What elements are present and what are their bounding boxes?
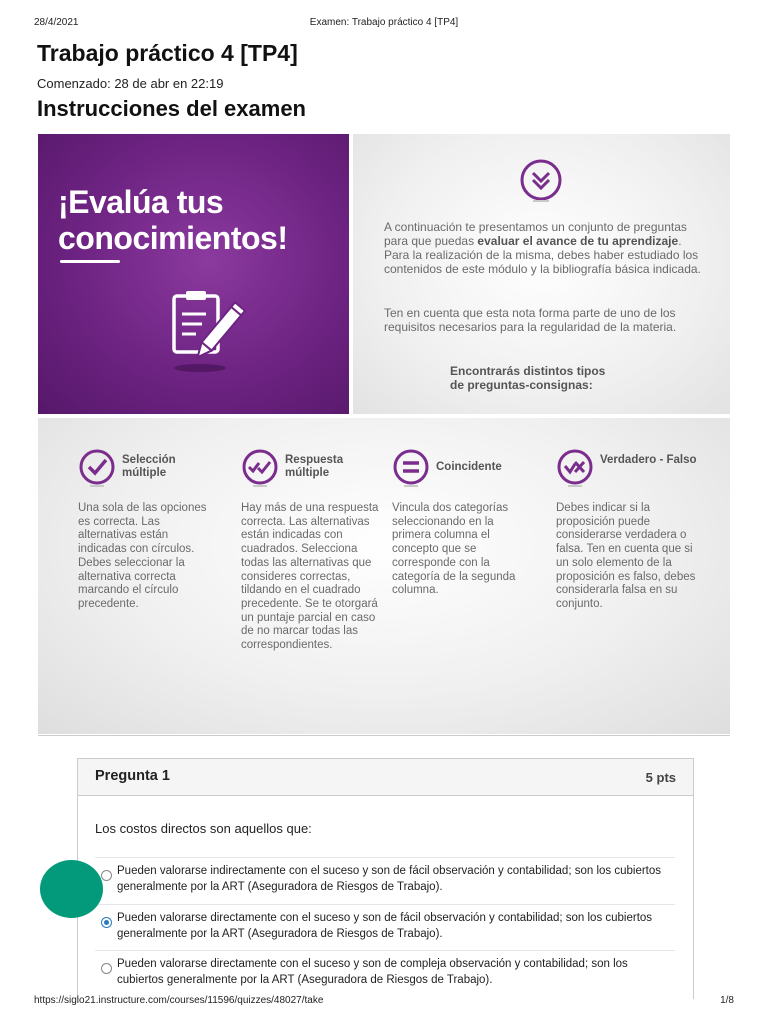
intro-paragraph-1 — [384, 220, 704, 276]
question-types-panel — [38, 418, 730, 734]
check-cross-circle-icon — [556, 448, 594, 488]
question-type-desc: Hay más de una respuesta correcta. Las alternativas están indicadas con cuadrados. Selecciona todas las alternativas que consideres correctas, tildando en el cuadrado precedente. Se te otorgará un puntaje parcial en caso de no marcar todas las correspondientes. — [241, 502, 379, 652]
answer-label[interactable]: Pueden valorarse directamente con el suceso y son de compleja observación y contabilidad; son los cubiertos generalmente por la ART (Aseguradora de Riesgos de Trabajo). — [117, 958, 628, 986]
quiz-started-time: Comenzado: 28 de abr en 22:19 — [37, 76, 224, 91]
answer-radio-selected[interactable] — [101, 917, 112, 928]
clipboard-pencil-icon — [168, 286, 248, 376]
instructions-banner — [38, 134, 730, 734]
question-card — [77, 758, 694, 999]
question-type-desc: Vincula dos categorías seleccionando en la primera columna el concepto que se corresponde con la categoría de la segunda columna. — [392, 502, 516, 597]
question-types-intro-line2: de preguntas-consignas: — [450, 378, 593, 392]
banner-intro-panel — [353, 134, 730, 414]
intro-text-b: . Para la realización de la misma, debes haber estudiado los contenidos de este módulo y la bibliografía básica indicada. — [384, 234, 701, 276]
print-date: 28/4/2021 — [34, 17, 79, 28]
intro-text-strong: evaluar el avance de tu aprendizaje — [477, 234, 679, 248]
instructions-heading: Instrucciones del examen — [37, 96, 306, 121]
banner-headline-panel — [38, 134, 349, 414]
question-type-title: Verdadero - Falso — [600, 454, 697, 466]
print-header — [0, 17, 768, 31]
check-circle-icon — [78, 448, 116, 488]
chevron-down-circle-icon — [518, 158, 564, 204]
double-check-circle-icon — [241, 448, 279, 488]
banner-headline-line1: ¡Evalúa tus — [58, 184, 224, 220]
question-points: 5 pts — [645, 770, 676, 785]
banner-headline — [58, 184, 287, 256]
question-type-desc: Una sola de las opciones es correcta. Las alternativas están indicadas con círculos. Debes seleccionar la alternativa correcta marcando el círculo precedente. — [78, 502, 207, 610]
question-text: Los costos directos son aquellos que: — [95, 821, 312, 836]
answer-radio[interactable] — [101, 963, 112, 974]
intro-text-a: A continuación te presentamos un conjunto de preguntas para que puedas — [384, 220, 687, 248]
print-url: https://siglo21.instructure.com/courses/11596/quizzes/48027/take — [34, 995, 324, 1006]
answer-option[interactable] — [95, 857, 675, 904]
equals-circle-icon — [392, 448, 430, 488]
teal-circle-overlay — [40, 860, 103, 918]
question-name: Pregunta 1 — [95, 768, 170, 784]
answer-radio[interactable] — [101, 870, 112, 881]
question-type-title: Coincidente — [436, 461, 502, 473]
headline-underline — [60, 260, 120, 263]
banner-headline-line2: conocimientos! — [58, 220, 288, 256]
intro-paragraph-2: Ten en cuenta que esta nota forma parte de uno de los requisitos necesarios para la regularidad de la materia. — [384, 306, 677, 334]
answer-option[interactable] — [95, 950, 675, 997]
question-type-desc: Debes indicar si la proposición puede considerarse verdadera o falsa. Ten en cuenta que si un solo elemento de la proposición es falso, debes considerarla falsa en su conjunto. — [556, 502, 696, 610]
question-types-intro — [450, 364, 670, 392]
section-divider — [38, 735, 730, 736]
print-page-title: Examen: Trabajo práctico 4 [TP4] — [309, 17, 459, 28]
question-header — [78, 759, 693, 796]
question-types-intro-line1: Encontrarás distintos tipos — [450, 364, 606, 378]
answer-label[interactable]: Pueden valorarse indirectamente con el suceso y son de fácil observación y contabilidad; son los cubiertos generalmente por la ART (Aseguradora de Riesgos de Trabajo). — [117, 865, 662, 893]
quiz-title: Trabajo práctico 4 [TP4] — [37, 40, 298, 66]
answer-label[interactable]: Pueden valorarse directamente con el suceso y son de fácil observación y contabilidad; son los cubiertos generalmente por la ART (Aseguradora de Riesgos de Trabajo). — [117, 912, 653, 940]
print-page-number: 1/8 — [720, 995, 734, 1006]
question-type-title: Respuesta múltiple — [285, 454, 344, 479]
answer-option[interactable] — [95, 904, 675, 951]
question-type-title: Selección múltiple — [122, 454, 176, 479]
print-footer — [0, 995, 768, 1009]
